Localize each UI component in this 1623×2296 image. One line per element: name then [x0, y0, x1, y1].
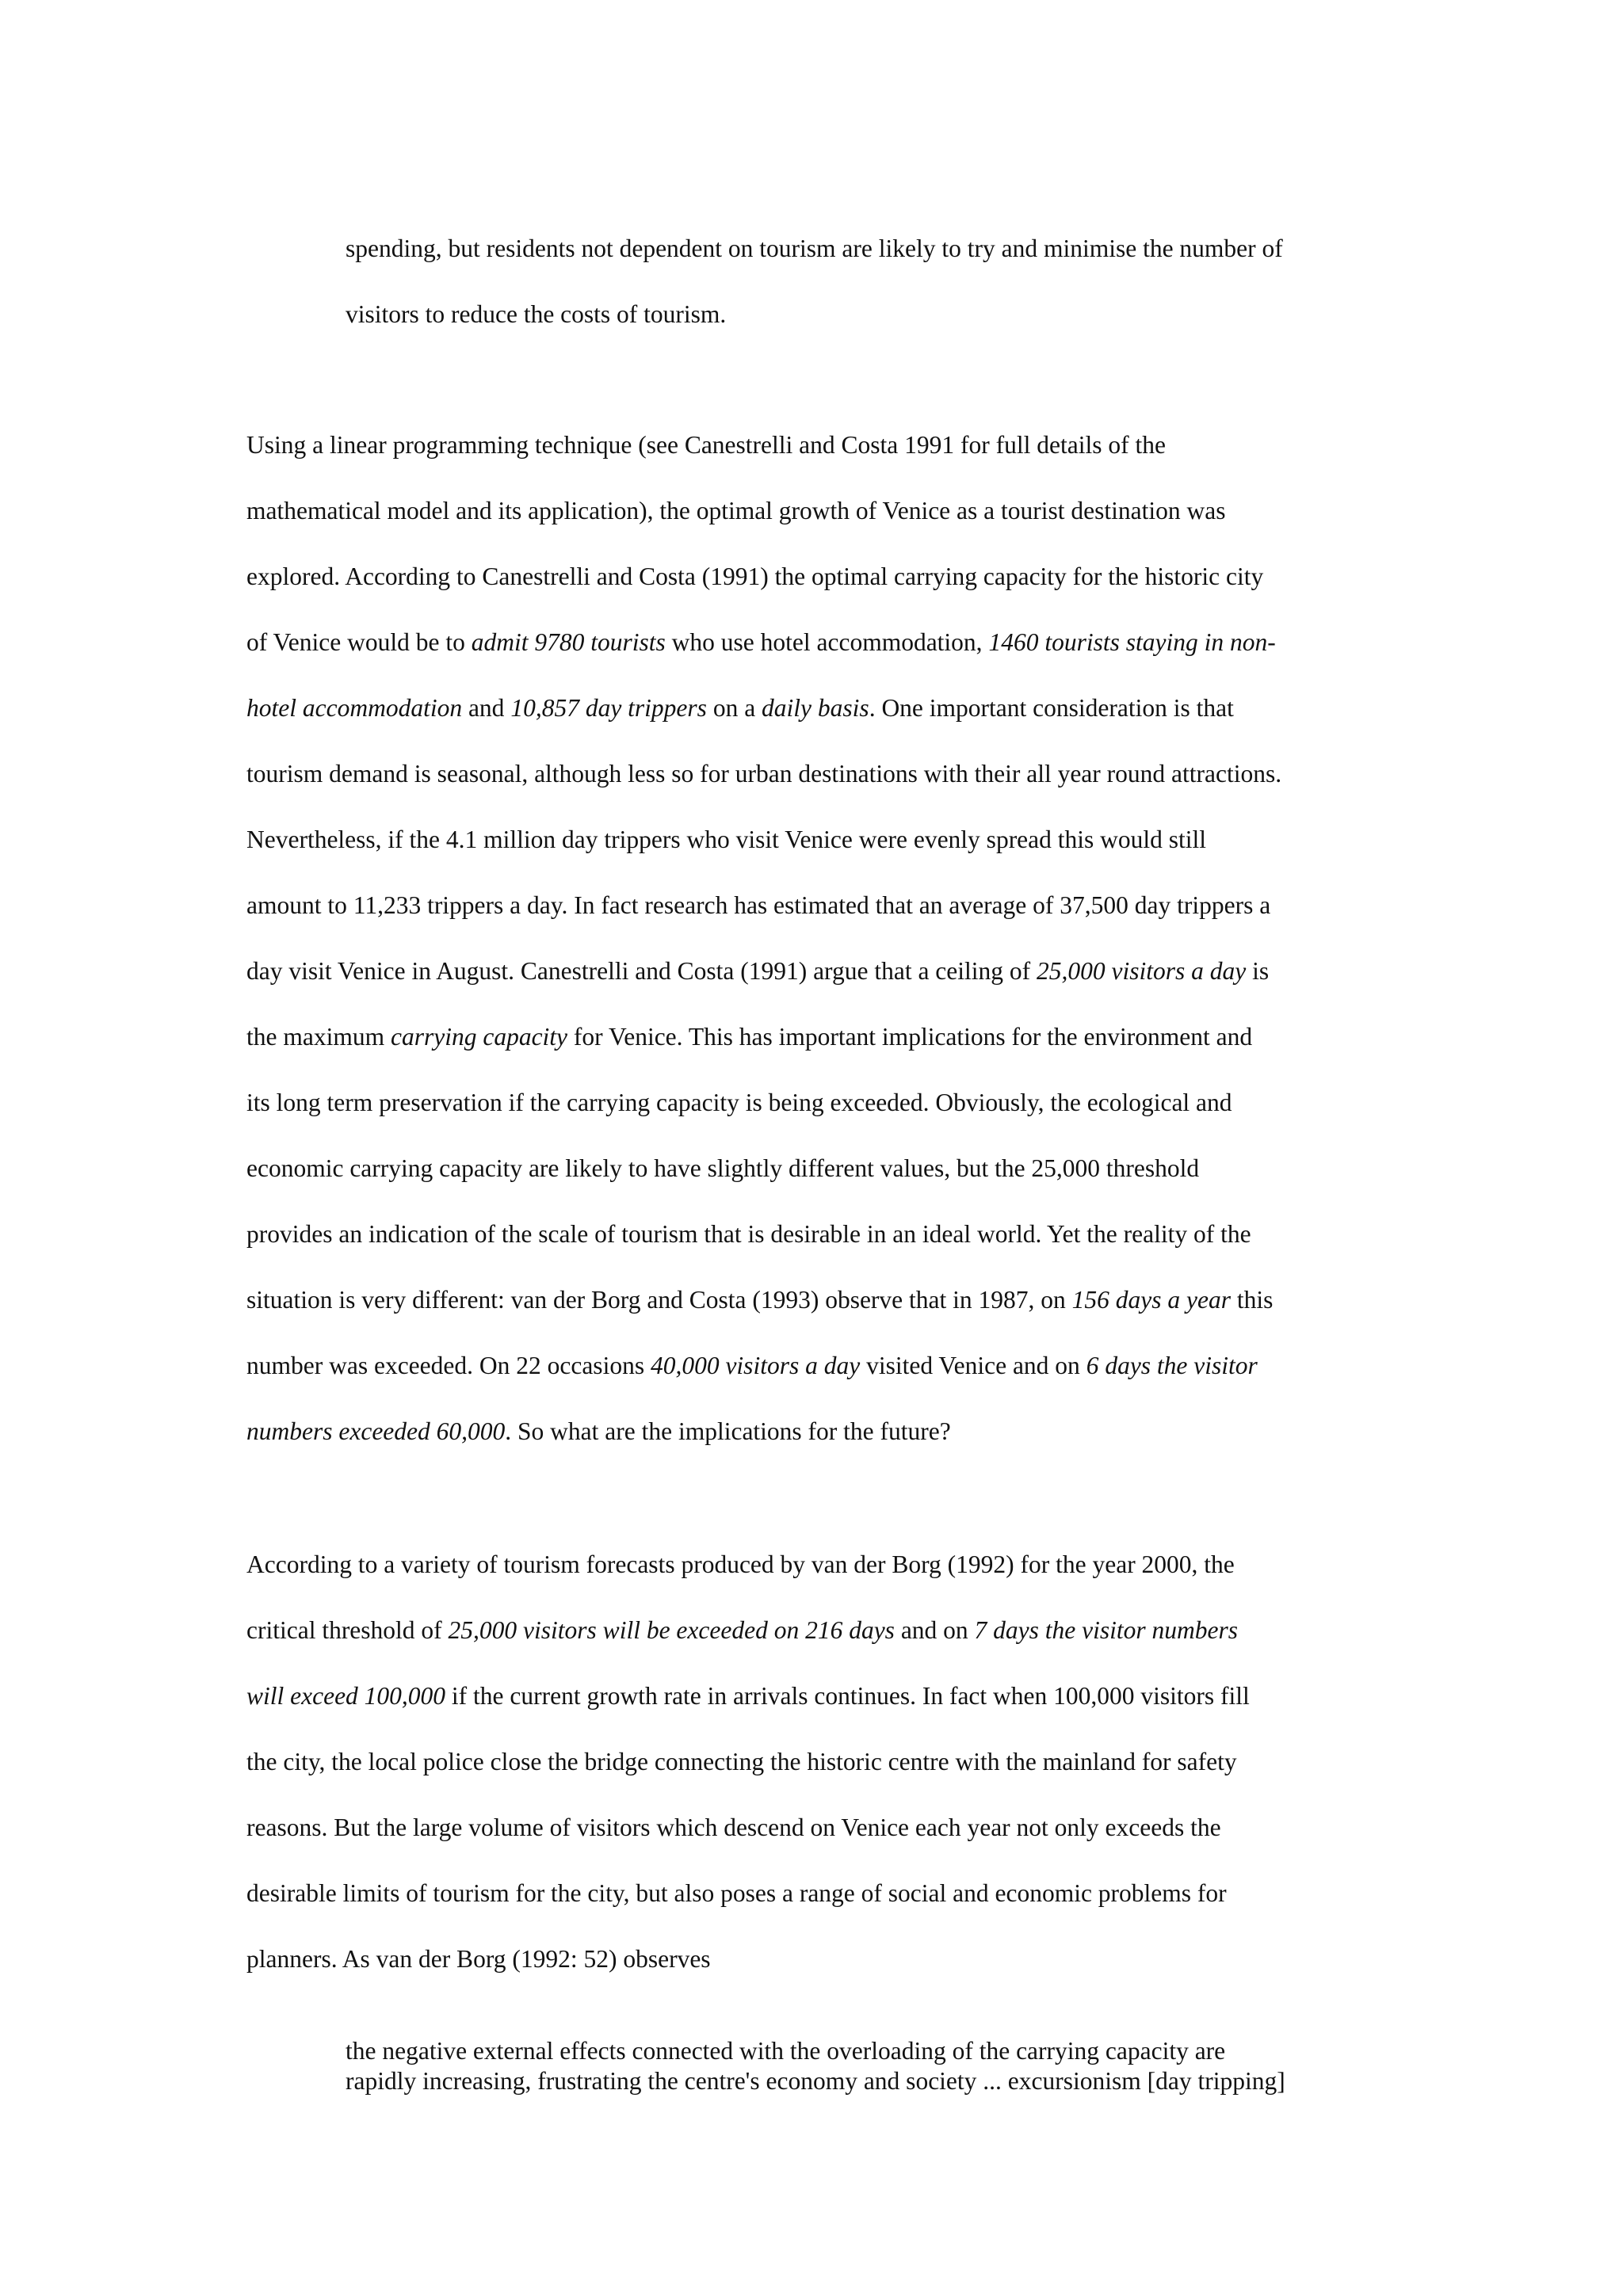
- text-run: number was exceeded. On 22 occasions: [246, 1352, 651, 1379]
- text-line: [246, 609, 1400, 675]
- emphasis-text: 40,000 visitors a day: [650, 1352, 861, 1379]
- text-line: reasons. But the large volume of visitors which descend on Venice each year not only exceeds the: [246, 1814, 1221, 1841]
- text-line: [246, 1597, 1400, 1663]
- emphasis-text: 6 days the visitor: [1086, 1352, 1258, 1379]
- emphasis-text: 1460 tourists staying in non-: [988, 628, 1276, 656]
- text-line: [246, 675, 1400, 741]
- text-run: and on: [894, 1616, 975, 1644]
- text-run: day visit Venice in August. Canestrelli and Costa (1991) argue that a ceiling of: [246, 957, 1037, 985]
- text-run: situation is very different: van der Borg and Costa (1993) observe that in 1987, on: [246, 1286, 1072, 1314]
- emphasis-text: 156 days a year: [1071, 1286, 1231, 1314]
- text-line: provides an indication of the scale of tourism that is desirable in an ideal world. Yet the reality of the: [246, 1220, 1251, 1248]
- text-line: [246, 1398, 1400, 1464]
- emphasis-text: carrying capacity: [390, 1023, 568, 1051]
- text-line: planners. As van der Borg (1992: 52) observes: [246, 1945, 711, 1973]
- text-line: Using a linear programming technique (see Canestrelli and Costa 1991 for full details of the: [246, 431, 1166, 459]
- text-run: who use hotel accommodation,: [665, 628, 989, 656]
- emphasis-text: will exceed 100,000: [246, 1682, 446, 1710]
- text-line: the negative external effects connected with the overloading of the carrying capacity are: [346, 2037, 1226, 2065]
- text-line: the city, the local police close the bridge connecting the historic centre with the mainland for safety: [246, 1748, 1237, 1775]
- emphasis-text: 10,857 day trippers: [510, 694, 707, 722]
- emphasis-text: admit 9780 tourists: [471, 628, 666, 656]
- text-line: visitors to reduce the costs of tourism.: [346, 300, 727, 328]
- text-run: of Venice would be to: [246, 628, 472, 656]
- text-run: if the current growth rate in arrivals continues. In fact when 100,000 visitors fill: [445, 1682, 1250, 1710]
- emphasis-text: 25,000 visitors a day: [1037, 957, 1247, 985]
- text-run: this: [1230, 1286, 1274, 1314]
- text-line: amount to 11,233 trippers a day. In fact research has estimated that an average of 37,500 day trippers a: [246, 891, 1271, 919]
- block-quote: [346, 2036, 1400, 2096]
- text-run: is: [1246, 957, 1270, 985]
- body-paragraph-forecasts: [246, 1531, 1400, 1992]
- text-run: critical threshold of: [246, 1616, 449, 1644]
- text-line: According to a variety of tourism forecasts produced by van der Borg (1992) for the year 2000, the: [246, 1550, 1235, 1578]
- block-quote-continuation: [346, 215, 1400, 347]
- text-run: the maximum: [246, 1023, 391, 1051]
- text-line: its long term preservation if the carrying capacity is being exceeded. Obviously, the ecological and: [246, 1089, 1232, 1116]
- emphasis-text: hotel accommodation: [246, 694, 463, 722]
- text-line: [246, 1004, 1400, 1070]
- text-line: economic carrying capacity are likely to have slightly different values, but the 25,000 threshold: [246, 1154, 1200, 1182]
- text-line: mathematical model and its application), the optimal growth of Venice as a tourist destination was: [246, 497, 1226, 524]
- text-line: [246, 938, 1400, 1004]
- text-run: . So what are the implications for the future?: [505, 1417, 951, 1445]
- text-line: desirable limits of tourism for the city, but also poses a range of social and economic problems for: [246, 1879, 1227, 1907]
- text-run: on a: [706, 694, 762, 722]
- text-run: for Venice. This has important implications for the environment and: [567, 1023, 1253, 1051]
- emphasis-text: numbers exceeded 60,000: [246, 1417, 506, 1445]
- emphasis-text: 7 days the visitor numbers: [974, 1616, 1239, 1644]
- text-line: [246, 1663, 1400, 1729]
- text-run: and: [462, 694, 511, 722]
- text-line: spending, but residents not dependent on tourism are likely to try and minimise the number of: [346, 235, 1283, 262]
- emphasis-text: 25,000 visitors will be exceeded on 216 days: [448, 1616, 895, 1644]
- text-run: visited Venice and on: [860, 1352, 1086, 1379]
- body-paragraph-carrying-capacity: [246, 412, 1400, 1464]
- text-line: explored. According to Canestrelli and Costa (1991) the optimal carrying capacity for the historic city: [246, 563, 1264, 590]
- text-line: [246, 1333, 1400, 1398]
- text-run: . One important consideration is that: [869, 694, 1234, 722]
- emphasis-text: daily basis: [762, 694, 869, 722]
- text-line: Nevertheless, if the 4.1 million day trippers who visit Venice were evenly spread this would still: [246, 826, 1207, 853]
- text-line: rapidly increasing, frustrating the centre's economy and society ... excursionism [day tripping]: [346, 2067, 1285, 2095]
- text-line: tourism demand is seasonal, although less so for urban destinations with their all year round attractions.: [246, 760, 1282, 788]
- text-line: [246, 1267, 1400, 1333]
